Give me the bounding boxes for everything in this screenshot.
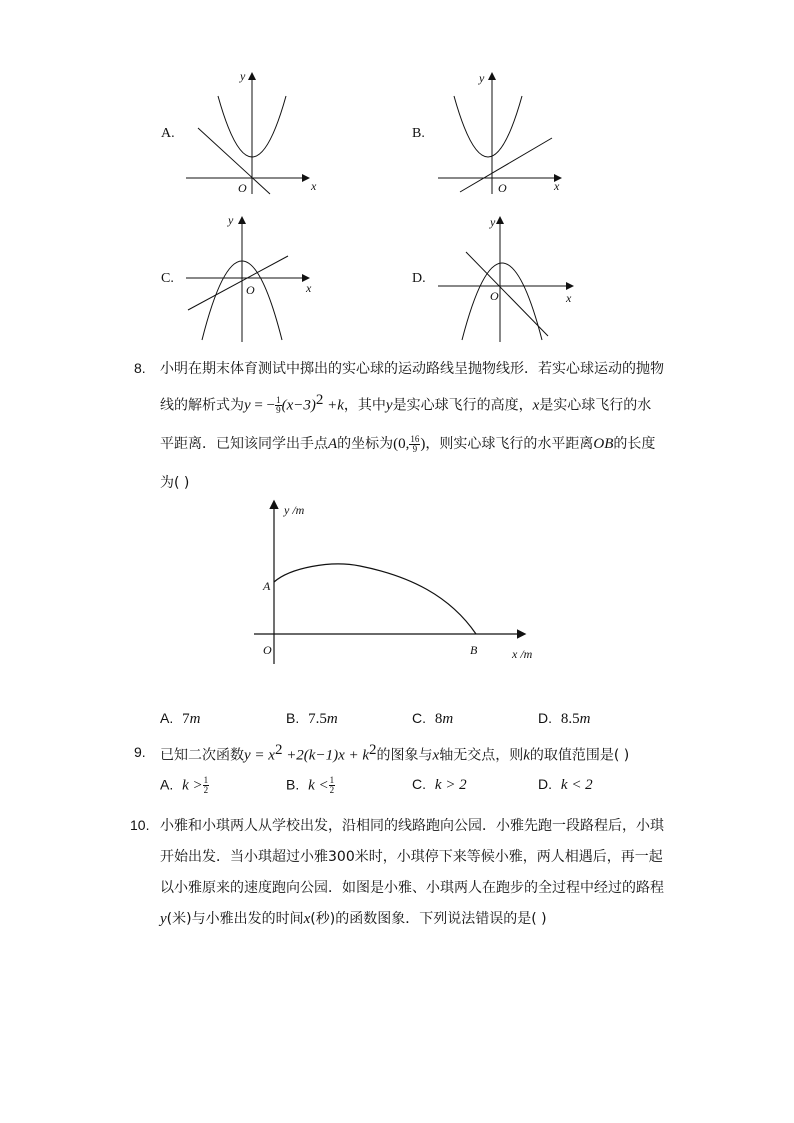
q8-choice-c[interactable]: C. 8m <box>412 710 454 727</box>
y-label: y <box>228 213 234 227</box>
graph-option-d <box>432 212 582 344</box>
q9-line: 已知二次函数$y = x^2 +2(k-1)x + k^2$的图象与x轴无交点，则k的取值范围是( ) <box>160 742 630 764</box>
q9-choice-c[interactable]: C. k > 2 <box>412 776 467 793</box>
q8-choice-a[interactable]: A. 7m <box>160 710 201 727</box>
q8-choice-b[interactable]: B. 7.5m <box>286 710 338 727</box>
q9-choice-d[interactable]: D. k < 2 <box>538 776 593 793</box>
line <box>198 128 270 194</box>
option-d-label: D. <box>412 271 426 286</box>
x-label: x <box>306 281 312 295</box>
q8-line2: 线的解析式为y = − $\frac{1}{9}$ $(x-3)^2 +k$，其中y是实心球飞行的高度，x是实心球飞行的水 <box>160 392 652 416</box>
fraction: $\frac{1}{2}$ <box>203 775 209 795</box>
graph-option-c <box>180 212 330 344</box>
q8-line1: 小明在期末体育测试中掷出的实心球的运动路线呈抛物线形．若实心球运动的抛物 <box>160 361 664 377</box>
q8-number: 8. <box>134 360 146 376</box>
parabola <box>454 96 522 157</box>
option-a-label: A. <box>161 126 175 141</box>
parabola <box>462 263 542 340</box>
point-a-label: A <box>263 579 271 593</box>
q8-graph <box>250 496 550 666</box>
y-label: y /m <box>284 503 305 517</box>
x-label: x <box>554 179 560 193</box>
y-label: y <box>490 215 496 229</box>
line <box>188 256 288 310</box>
origin-label: O <box>498 181 507 195</box>
q8-line3: 平距离．已知该同学出手点A的坐标为(0, $\frac{16}{9}$ )，则实心球飞行的水平距离OB的长度 <box>160 433 656 454</box>
origin-label: O <box>246 283 255 297</box>
q8-line4: 为( ) <box>160 475 190 491</box>
graph-option-a <box>180 68 330 196</box>
x-label: x <box>311 179 317 193</box>
graph-option-b <box>432 68 582 196</box>
q9-choice-a[interactable]: A. k > $\frac{1}{2}$ <box>160 775 209 795</box>
q10-line2: 开始出发．当小琪超过小雅300米时，小琪停下来等候小雅，两人相遇后，再一起 <box>160 849 663 865</box>
point-b-label: B <box>470 643 478 657</box>
origin-label: O <box>490 289 499 303</box>
option-b-label: B. <box>412 126 425 141</box>
q10-number: 10. <box>130 817 150 833</box>
fraction: $\frac{1}{9}$ <box>276 395 281 416</box>
fraction: $\frac{1}{2}$ <box>329 775 335 795</box>
q8-choice-d[interactable]: D. 8.5m <box>538 710 591 727</box>
option-c-label: C. <box>161 271 174 286</box>
origin-label: O <box>263 643 272 657</box>
x-label: x <box>566 291 572 305</box>
origin-label: O <box>238 181 247 195</box>
q9-number: 9. <box>134 744 146 760</box>
y-label: y <box>479 71 485 85</box>
q10-line1: 小雅和小琪两人从学校出发，沿相同的线路跑向公园．小雅先跑一段路程后，小琪 <box>160 818 664 834</box>
y-label: y <box>240 69 246 83</box>
fraction: $\frac{16}{9}$ <box>410 433 420 454</box>
trajectory <box>274 564 476 634</box>
q9-choice-b[interactable]: B. k < $\frac{1}{2}$ <box>286 775 335 795</box>
q10-line3: 以小雅原来的速度跑向公园．如图是小雅、小琪两人在跑步的全过程中经过的路程 <box>160 880 664 896</box>
x-label: x /m <box>512 647 533 661</box>
q10-line4: y(米)与小雅出发的时间x(秒)的函数图象．下列说法错误的是( ) <box>160 911 547 927</box>
